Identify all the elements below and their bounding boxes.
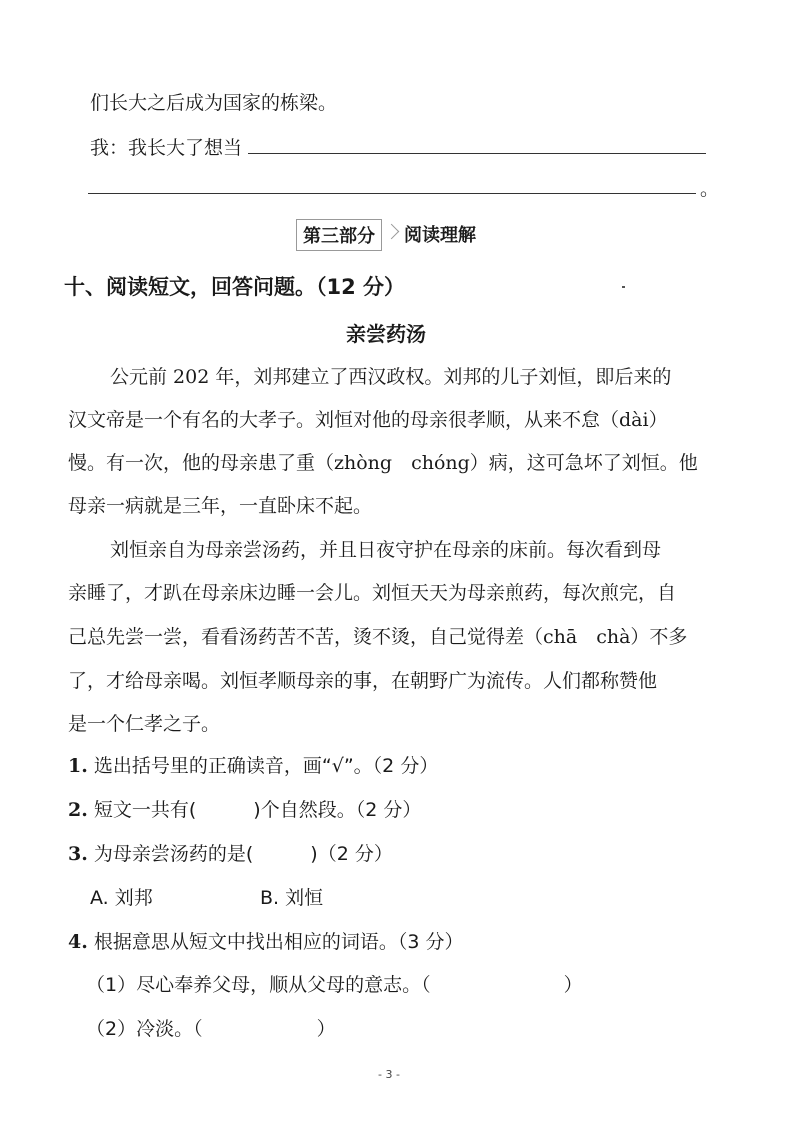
answer-prompt: 我：我长大了想当 (90, 137, 243, 159)
story-line: 刘恒亲自为母亲尝汤药，并且日夜守护在母亲的床前。每次看到母 (110, 539, 662, 561)
story-line: 母亲一病就是三年，一直卧床不起。 (68, 495, 373, 517)
section-label-box: 第三部分 (296, 219, 382, 251)
question-4 (68, 927, 464, 954)
question-text[interactable]: 短文一共有( )个自然段。（2 分） (93, 799, 422, 821)
story-line: 公元前 202 年，刘邦建立了西汉政权。刘邦的儿子刘恒，即后来的 (110, 366, 672, 388)
story-line: 己总先尝一尝，看看汤药苦不苦，烫不烫，自己觉得差（chā chà）不多 (68, 626, 688, 648)
answer-end-mark: 。 (700, 178, 720, 200)
story-line: 汉文帝是一个有名的大孝子。刘恒对他的母亲很孝顺，从来不怠（dài） (68, 409, 668, 431)
story-line: 慢。有一次，他的母亲患了重（zhòng chóng）病，这可急坏了刘恒。他 (68, 452, 698, 474)
question-heading: 十、阅读短文，回答问题。（12 分） (64, 275, 406, 299)
scan-speck (622, 286, 625, 288)
top-line-1: 们长大之后成为国家的栋梁。 (90, 92, 338, 114)
story-title: 亲尝药汤 (346, 322, 426, 346)
option-a[interactable]: A. 刘邦 (90, 887, 153, 909)
question-4-item-2[interactable]: （2）冷淡。（ ） (86, 1018, 336, 1040)
question-text: 根据意思从短文中找出相应的词语。（3 分） (93, 931, 464, 953)
question-number: 1. (68, 755, 88, 777)
story-line: 亲睡了，才趴在母亲床边睡一会儿。刘恒天天为母亲煎药，每次煎完，自 (68, 582, 677, 604)
question-1 (68, 751, 438, 778)
question-number: 3. (68, 843, 88, 865)
question-number: 4. (68, 931, 88, 953)
story-line: 是一个仁孝之子。 (68, 713, 221, 735)
section-title: 阅读理解 (404, 225, 476, 246)
question-4-item-1[interactable]: （1）尽心奉养父母，顺从父母的意志。（ ） (86, 974, 583, 996)
question-number: 2. (68, 799, 88, 821)
question-text[interactable]: 为母亲尝汤药的是( )（2 分） (93, 843, 393, 865)
answer-blank-line-2[interactable] (88, 193, 696, 194)
page-number: - 3 - (378, 1068, 400, 1081)
option-b[interactable]: B. 刘恒 (260, 887, 324, 909)
question-3 (68, 839, 393, 866)
answer-blank-line-1[interactable] (248, 153, 706, 154)
story-line: 了，才给母亲喝。刘恒孝顺母亲的事，在朝野广为流传。人们都称赞他 (68, 670, 658, 692)
question-text: 选出括号里的正确读音，画“√”。（2 分） (93, 755, 439, 777)
question-2 (68, 795, 421, 822)
section-arrow-icon (384, 224, 400, 240)
